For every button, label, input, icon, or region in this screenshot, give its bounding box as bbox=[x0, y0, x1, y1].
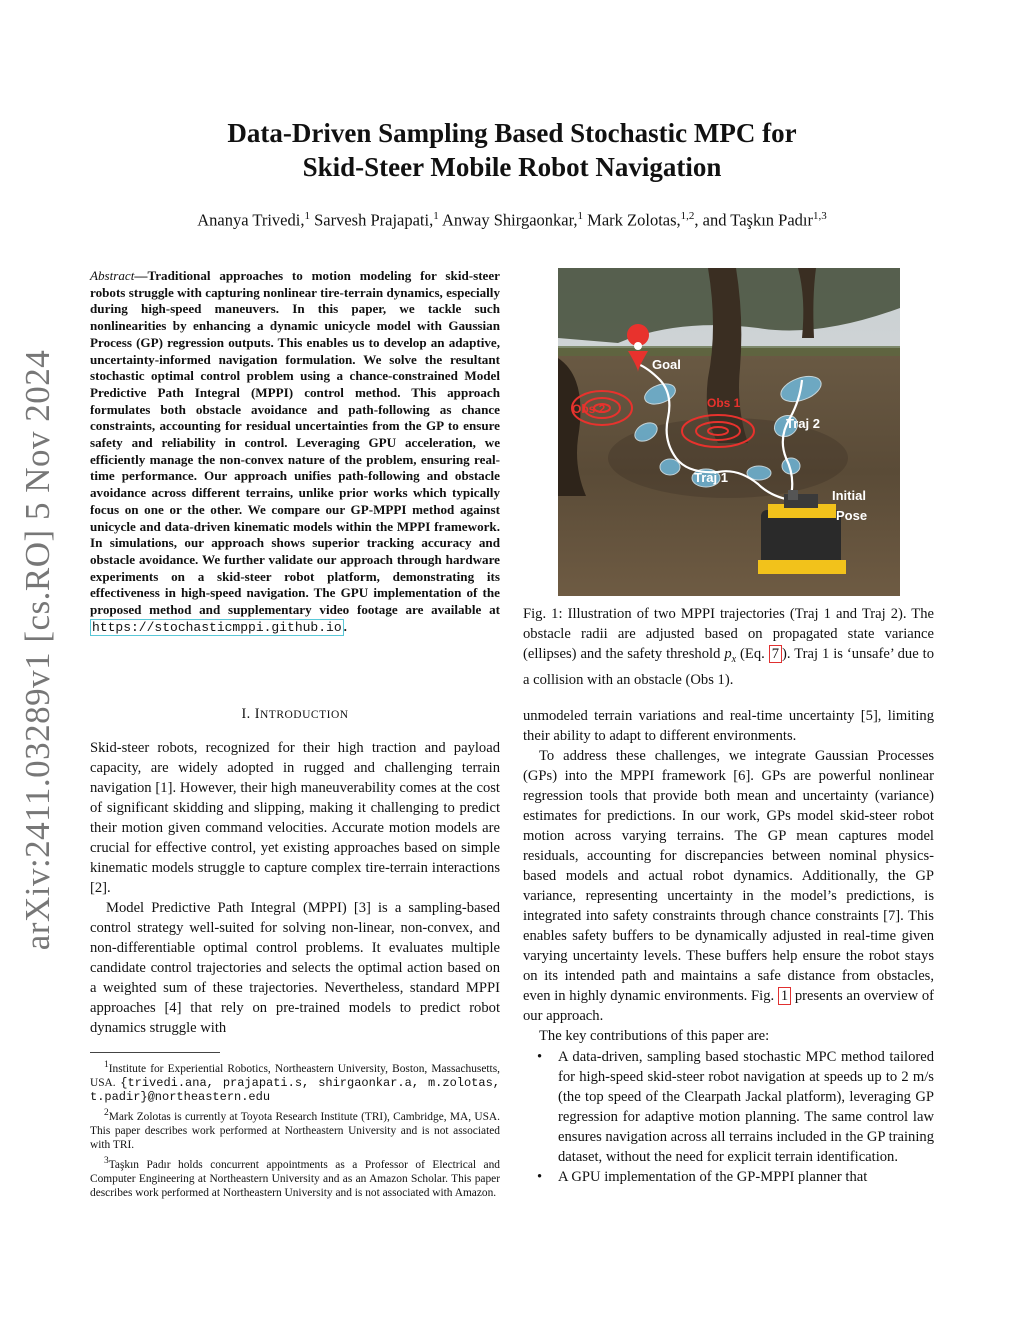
equation-ref-link[interactable]: 7 bbox=[769, 645, 782, 663]
footnote-mark: 3 bbox=[104, 1156, 109, 1167]
figure-illustration bbox=[558, 268, 900, 596]
abstract-label: Abstract bbox=[90, 268, 135, 283]
label-obs1: Obs 1 bbox=[707, 396, 741, 410]
section-title-rest: NTRODUCTION bbox=[260, 709, 349, 721]
author-name: , and Taşkın Padır bbox=[694, 210, 814, 230]
intro-paragraph: Model Predictive Path Integral (MPPI) [3] is a sampling-based control strategy well-suited for solving non-linear, non-convex, and non-differentiable optimal control problems. It evaluates multiple candidate control trajectories and selects the optimal action based on a weighted sum of these trajectories. Nevertheless, standard MPPI approaches [4] that rely on pre-trained models to predict robot dynamics struggle with bbox=[90, 900, 500, 1036]
intro-paragraph: Skid-steer robots, recognized for their high traction and payload capacity, are widely adopted in rugged and challenging terrain navigation [1]. However, their high maneuverability comes at the cost of significant skidding and slipping, making it challenging to predict their motion given command velocities. Accurate motion models are crucial for effective control, yet existing approaches based on simple kinematic models struggle to capture complex tire-terrain interactions [2]. bbox=[90, 740, 500, 896]
label-pose: Pose bbox=[836, 508, 868, 523]
arxiv-identifier bbox=[10, 349, 66, 951]
caption-text: (Eq. bbox=[736, 646, 769, 662]
author-emails: {trivedi.ana, prajapati.s, shirgaonkar.a, m.zolotas, t.padir}@northeastern.edu bbox=[90, 1075, 500, 1104]
abstract-text: —Traditional approaches to motion modeling for skid-steer robots struggle with capturing nonlinear tire-terrain dynamics, especially during high-speed maneuvers. In this paper, we tackle such nonlinearities by enhancing a dynamic unicycle model with Gaussian Process (GP) regression outputs. This enables us to develop an adaptive, uncertainty-informed navigation formulation. We solve the resultant stochastic optimal control problem using a chance-constrained Model Predictive Path Integral (MPPI) control method. This approach formulates both obstacle avoidance and path-following as chance constraints, accounting for residual uncertainties from the GP to ensure safety and reliability in control. Leveraging GPU acceleration, we efficiently manage the non-convex nature of the problem, ensuring real-time performance. Our approach unifies path-following and obstacle avoidance across different terrains, unlike prior works which typically focus on one or the other. We compare our GP-MPPI method against unicycle and data-driven kinematic models within the MPPI framework. In simulations, our approach shows superior tracking accuracy and obstacle avoidance. We further validate our approach through hardware experiments on a skid-steer robot platform, demonstrating its effectiveness in high-speed navigation. The GPU implementation of the proposed method and supplementary video footage are available at bbox=[90, 268, 500, 618]
author-name: Mark Zolotas, bbox=[587, 210, 681, 230]
contributions-list bbox=[523, 1047, 934, 1187]
list-item: • A GPU implementation of the GP-MPPI planner that bbox=[523, 1167, 934, 1187]
section-heading-introduction bbox=[90, 706, 500, 723]
arxiv-id-text: arXiv:2411.03289v1 [cs.RO] 5 Nov 2024 bbox=[18, 349, 57, 951]
footnote-1 bbox=[90, 1058, 500, 1104]
paragraph-text: To address these challenges, we integrate Gaussian Processes (GPs) into the MPPI framework [6]. GPs are powerful nonlinear regression tools that provide both mean and uncertainty (variance) estimates for predictions. In our work, GPs model skid-steer robot motion across varying terrains. The GP mean captures model residuals, accounting for discrepancies between nominal physics-based models and actual robot dynamics. Additionally, the GP variance, representing uncertainty in the model’s predictions, is integrated into safety constraints through chance constraints [7]. This enables safety buffers to be dynamically adjusted in real-time given varying uncertainty levels. These buffers help ensure the robot stays on its intended path and maintains a safe distance from obstacles, even in highly dynamic environments. Fig. bbox=[523, 748, 934, 1004]
author-name: Anway Shirgaonkar, bbox=[441, 210, 578, 230]
author-affiliation: 1,2 bbox=[680, 210, 695, 222]
footnote-mark: 2 bbox=[104, 1108, 109, 1119]
paper-title-line-1: Data-Driven Sampling Based Stochastic MPC for bbox=[227, 118, 797, 148]
caption-text: ). Traj 1 is ‘unsafe’ due to a collision with an obstacle (Obs 1). bbox=[523, 646, 934, 688]
paragraph-gp bbox=[523, 746, 934, 1026]
author-name: Ananya Trivedi, bbox=[197, 210, 305, 230]
paragraph-continued: unmodeled terrain variations and real-time uncertainty [5], limiting their ability to adapt to different environments. bbox=[523, 708, 934, 744]
abstract-end: . bbox=[343, 618, 347, 634]
author-name: Sarvesh Prajapati, bbox=[314, 210, 434, 230]
abstract bbox=[90, 268, 500, 636]
figure-caption bbox=[523, 604, 934, 690]
figure-1 bbox=[558, 268, 900, 596]
paragraph-text: presents an overview of our approach. bbox=[523, 988, 934, 1024]
footnote-text: Taşkın Padır holds concurrent appointments as a Professor of Electrical and Computer Engineering at Northeastern University and as an Amazon Scholar. This paper describes work performed at Northeastern University and is not associated with Amazon. bbox=[90, 1158, 500, 1200]
label-initial: Initial bbox=[832, 488, 866, 503]
caption-text: Fig. 1: Illustration of two MPPI trajectories (Traj 1 and Traj 2). The obstacle radii are adjusted based on propagated state variance (ellipses) and the safety threshold bbox=[523, 606, 934, 662]
label-traj2: Traj 2 bbox=[786, 416, 820, 431]
footnote-3 bbox=[90, 1154, 500, 1200]
author-list bbox=[0, 210, 1024, 231]
label-traj1: Traj 1 bbox=[694, 470, 728, 485]
label-goal: Goal bbox=[652, 357, 681, 372]
author-affiliation: 1,3 bbox=[813, 210, 827, 222]
author-affiliation: 1 bbox=[577, 210, 584, 222]
paragraph-contributions: The key contributions of this paper are: bbox=[539, 1028, 770, 1044]
paper-title-line-2: Skid-Steer Mobile Robot Navigation bbox=[302, 152, 722, 182]
caption-math-var: p bbox=[724, 646, 732, 662]
project-link[interactable]: https://stochasticmppi.github.io bbox=[92, 619, 342, 635]
footnote-text: Mark Zolotas is currently at Toyota Research Institute (TRI), Cambridge, MA, USA. This paper describes work performed at Northeastern University and is not associated with TRI. bbox=[90, 1110, 500, 1152]
footnote-rule bbox=[90, 1052, 220, 1053]
footnotes bbox=[90, 1058, 500, 1202]
section-number: I. bbox=[241, 706, 251, 722]
author-affiliation: 1 bbox=[304, 210, 310, 222]
introduction-text bbox=[90, 738, 500, 1038]
figure-ref-link[interactable]: 1 bbox=[778, 987, 791, 1005]
footnote-2 bbox=[90, 1106, 500, 1152]
section-title-initial: I bbox=[254, 706, 260, 722]
footnote-text: Institute for Experiential Robotics, Northeastern University, Boston, Massachusetts, USA. bbox=[90, 1062, 500, 1089]
caption-math-sub: x bbox=[731, 653, 737, 665]
right-column-text bbox=[523, 706, 934, 1187]
list-item: • A data-driven, sampling based stochastic MPC method tailored for high-speed skid-steer robot navigation at speeds up to 2 m/s (the top speed of the Clearpath Jackal platform), leveraging GP regression for adaptive motion planning. The same control law ensures navigation across all terrains included in the GP training dataset, without the need for explicit terrain identification. bbox=[523, 1047, 934, 1167]
footnote-mark: 1 bbox=[104, 1060, 109, 1070]
author-affiliation: 1 bbox=[433, 210, 439, 222]
label-obs2: Obs 2 bbox=[572, 402, 606, 416]
